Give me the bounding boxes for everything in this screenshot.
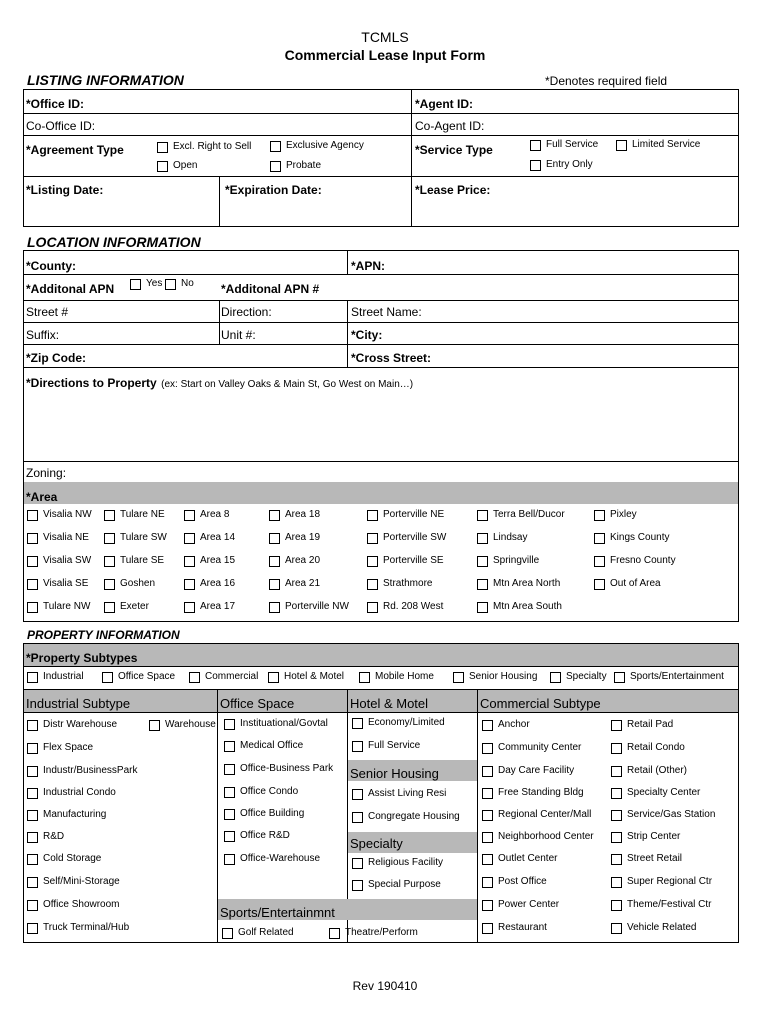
area-porterville-ne-checkbox[interactable]: Porterville NE <box>367 509 444 521</box>
area-porterville-sw-checkbox[interactable]: Porterville SW <box>367 532 446 544</box>
agreement-open-checkbox[interactable]: Open <box>157 160 197 172</box>
checkbox-icon <box>477 510 488 521</box>
checkbox-icon <box>477 533 488 544</box>
senior-congregate-housing-checkbox[interactable]: Congregate Housing <box>352 811 460 823</box>
checkbox-icon <box>184 556 195 567</box>
area-area-19-checkbox[interactable]: Area 19 <box>269 532 320 544</box>
service-type-label: *Service Type <box>415 143 493 157</box>
checkbox-icon <box>611 854 622 865</box>
additional-apn-label: *Additonal APN <box>26 282 115 296</box>
additional-apn-number-field[interactable]: *Additonal APN # <box>221 282 320 296</box>
checkbox-icon <box>550 672 561 683</box>
direction-field[interactable]: Direction: <box>221 305 272 319</box>
checkbox-icon <box>611 743 622 754</box>
checkbox-icon <box>157 142 168 153</box>
checkbox-icon <box>224 787 235 798</box>
checkbox-icon <box>27 854 38 865</box>
office-office-building-checkbox[interactable]: Office Building <box>224 808 304 820</box>
commercial-subtype-title: Commercial Subtype <box>480 696 601 711</box>
checkbox-icon <box>27 556 38 567</box>
commercial-strip-center-checkbox[interactable]: Strip Center <box>611 831 680 843</box>
area-tulare-sw-checkbox[interactable]: Tulare SW <box>104 532 167 544</box>
checkbox-icon <box>104 579 115 590</box>
additional-apn-no-checkbox[interactable]: No <box>165 278 194 290</box>
checkbox-icon <box>352 789 363 800</box>
checkbox-icon <box>27 810 38 821</box>
area-visalia-nw-checkbox[interactable]: Visalia NW <box>27 509 92 521</box>
area-visalia-sw-checkbox[interactable]: Visalia SW <box>27 555 91 567</box>
checkbox-icon <box>482 854 493 865</box>
checkbox-icon <box>27 579 38 590</box>
checkbox-icon <box>269 556 280 567</box>
specialty-title: Specialty <box>350 836 403 851</box>
area-strathmore-checkbox[interactable]: Strathmore <box>367 578 432 590</box>
area-lindsay-checkbox[interactable]: Lindsay <box>477 532 527 544</box>
revision-label: Rev 190410 <box>352 979 418 993</box>
subtype-sports-entertainment-checkbox[interactable]: Sports/Entertainment <box>614 671 724 683</box>
checkbox-icon <box>224 719 235 730</box>
checkbox-icon <box>611 923 622 934</box>
service-entry-only-checkbox[interactable]: Entry Only <box>530 159 593 171</box>
commercial-street-retail-checkbox[interactable]: Street Retail <box>611 853 682 865</box>
co-office-id-field[interactable]: Co-Office ID: <box>26 119 96 133</box>
checkbox-icon <box>189 672 200 683</box>
checkbox-icon <box>477 579 488 590</box>
area-terra-bell-ducor-checkbox[interactable]: Terra Bell/Ducor <box>477 509 565 521</box>
subtype-mobile-home-checkbox[interactable]: Mobile Home <box>359 671 434 683</box>
checkbox-icon <box>27 832 38 843</box>
area-title: *Area <box>26 490 58 504</box>
checkbox-icon <box>367 579 378 590</box>
checkbox-icon <box>352 812 363 823</box>
area-area-21-checkbox[interactable]: Area 21 <box>269 578 320 590</box>
checkbox-icon <box>482 900 493 911</box>
checkbox-icon <box>184 510 195 521</box>
checkbox-icon <box>27 766 38 777</box>
subtype-industrial-checkbox[interactable]: Industrial <box>27 671 84 683</box>
area-pixley-checkbox[interactable]: Pixley <box>594 509 637 521</box>
checkbox-icon <box>184 579 195 590</box>
agreement-excl-right-checkbox[interactable]: Excl. Right to Sell <box>157 141 251 153</box>
checkbox-icon <box>27 923 38 934</box>
commercial-regional-center-mall-checkbox[interactable]: Regional Center/Mall <box>482 809 591 821</box>
service-full-checkbox[interactable]: Full Service <box>530 139 598 151</box>
service-limited-checkbox[interactable]: Limited Service <box>616 139 700 151</box>
checkbox-icon <box>269 510 280 521</box>
commercial-outlet-center-checkbox[interactable]: Outlet Center <box>482 853 557 865</box>
checkbox-icon <box>27 720 38 731</box>
checkbox-icon <box>594 533 605 544</box>
commercial-specialty-center-checkbox[interactable]: Specialty Center <box>611 787 700 799</box>
listing-date-field[interactable]: *Listing Date: <box>26 183 104 197</box>
street-name-field[interactable]: Street Name: <box>351 305 422 319</box>
form-title: Commercial Lease Input Form <box>284 47 486 63</box>
subtype-specialty-checkbox[interactable]: Specialty <box>550 671 607 683</box>
checkbox-icon <box>102 672 113 683</box>
checkbox-icon <box>594 579 605 590</box>
commercial-super-regional-ctr-checkbox[interactable]: Super Regional Ctr <box>611 876 712 888</box>
agreement-type-label: *Agreement Type <box>26 143 124 157</box>
agreement-exclusive-agency-checkbox[interactable]: Exclusive Agency <box>270 140 364 152</box>
checkbox-icon <box>482 788 493 799</box>
commercial-service-gas-station-checkbox[interactable]: Service/Gas Station <box>611 809 715 821</box>
checkbox-icon <box>352 718 363 729</box>
commercial-retail-pad-checkbox[interactable]: Retail Pad <box>611 719 673 731</box>
checkbox-icon <box>616 140 627 151</box>
checkbox-icon <box>222 928 233 939</box>
senior-assist-living-checkbox[interactable]: Assist Living Resi <box>352 788 446 800</box>
property-section-title: PROPERTY INFORMATION <box>27 628 180 642</box>
co-agent-id-field[interactable]: Co-Agent ID: <box>415 119 485 133</box>
sports-golf-related-checkbox[interactable]: Golf Related <box>222 927 294 939</box>
suffix-field[interactable]: Suffix: <box>26 328 60 342</box>
checkbox-icon <box>104 533 115 544</box>
commercial-day-care-facility-checkbox[interactable]: Day Care Facility <box>482 765 574 777</box>
agent-id-field[interactable]: *Agent ID: <box>415 97 473 111</box>
checkbox-icon <box>614 672 625 683</box>
checkbox-icon <box>104 602 115 613</box>
checkbox-icon <box>594 510 605 521</box>
agreement-probate-checkbox[interactable]: Probate <box>270 160 321 172</box>
additional-apn-yes-checkbox[interactable]: Yes <box>130 278 162 290</box>
street-number-field[interactable]: Street # <box>26 305 69 319</box>
area-goshen-checkbox[interactable]: Goshen <box>104 578 155 590</box>
checkbox-icon <box>611 788 622 799</box>
area-area-16-checkbox[interactable]: Area 16 <box>184 578 235 590</box>
checkbox-icon <box>611 810 622 821</box>
industrial-manufacturing-checkbox[interactable]: Manufacturing <box>27 809 106 821</box>
checkbox-icon <box>367 602 378 613</box>
checkbox-icon <box>611 720 622 731</box>
checkbox-icon <box>352 858 363 869</box>
checkbox-icon <box>224 764 235 775</box>
checkbox-icon <box>27 877 38 888</box>
commercial-power-center-checkbox[interactable]: Power Center <box>482 899 559 911</box>
commercial-community-center-checkbox[interactable]: Community Center <box>482 742 581 754</box>
checkbox-icon <box>270 161 281 172</box>
checkbox-icon <box>27 602 38 613</box>
checkbox-icon <box>482 832 493 843</box>
office-space-title: Office Space <box>220 696 295 711</box>
expiration-date-field[interactable]: *Expiration Date: <box>225 183 322 197</box>
checkbox-icon <box>27 743 38 754</box>
subtype-hotel-motel-checkbox[interactable]: Hotel & Motel <box>268 671 344 683</box>
commercial-retail-other-checkbox[interactable]: Retail (Other) <box>611 765 687 777</box>
checkbox-icon <box>104 510 115 521</box>
checkbox-icon <box>104 556 115 567</box>
area-exeter-checkbox[interactable]: Exeter <box>104 601 149 613</box>
checkbox-icon <box>367 510 378 521</box>
industrial-industrial-condo-checkbox[interactable]: Industrial Condo <box>27 787 116 799</box>
checkbox-icon <box>27 788 38 799</box>
commercial-theme-festival-ctr-checkbox[interactable]: Theme/Festival Ctr <box>611 899 711 911</box>
listing-section-title: LISTING INFORMATION <box>27 72 184 88</box>
checkbox-icon <box>482 810 493 821</box>
subtype-senior-housing-checkbox[interactable]: Senior Housing <box>453 671 537 683</box>
area-porterville-se-checkbox[interactable]: Porterville SE <box>367 555 444 567</box>
checkbox-icon <box>269 533 280 544</box>
listing-box <box>23 89 739 227</box>
industrial-industr-businesspark-checkbox[interactable]: Industr/BusinessPark <box>27 765 138 777</box>
checkbox-icon <box>359 672 370 683</box>
specialty-special-purpose-checkbox[interactable]: Special Purpose <box>352 879 441 891</box>
area-tulare-nw-checkbox[interactable]: Tulare NW <box>27 601 90 613</box>
form-org: TCMLS <box>361 29 409 45</box>
checkbox-icon <box>453 672 464 683</box>
office-office-condo-checkbox[interactable]: Office Condo <box>224 786 298 798</box>
commercial-free-standing-bldg-checkbox[interactable]: Free Standing Bldg <box>482 787 584 799</box>
area-kings-county-checkbox[interactable]: Kings County <box>594 532 669 544</box>
checkbox-icon <box>352 741 363 752</box>
area-visalia-ne-checkbox[interactable]: Visalia NE <box>27 532 89 544</box>
property-subtypes-title: *Property Subtypes <box>26 651 138 665</box>
commercial-restaurant-checkbox[interactable]: Restaurant <box>482 922 547 934</box>
checkbox-icon <box>477 556 488 567</box>
area-mtn-area-north-checkbox[interactable]: Mtn Area North <box>477 578 560 590</box>
area-area-17-checkbox[interactable]: Area 17 <box>184 601 235 613</box>
specialty-religious-facility-checkbox[interactable]: Religious Facility <box>352 857 443 869</box>
zip-code-field[interactable]: *Zip Code: <box>26 351 86 365</box>
checkbox-icon <box>594 556 605 567</box>
subtype-office-space-checkbox[interactable]: Office Space <box>102 671 175 683</box>
area-mtn-area-south-checkbox[interactable]: Mtn Area South <box>477 601 562 613</box>
checkbox-icon <box>611 766 622 777</box>
area-area-18-checkbox[interactable]: Area 18 <box>269 509 320 521</box>
checkbox-icon <box>27 510 38 521</box>
checkbox-icon <box>367 556 378 567</box>
directions-example: (ex: Start on Valley Oaks & Main St, Go West on Main…) <box>161 379 414 390</box>
required-note: *Denotes required field <box>545 74 668 88</box>
hotel-economy-limited-checkbox[interactable]: Economy/Limited <box>352 717 445 729</box>
apn-field[interactable]: *APN: <box>351 259 386 273</box>
zoning-field[interactable]: Zoning: <box>26 466 67 480</box>
area-out-of-area-checkbox[interactable]: Out of Area <box>594 578 661 590</box>
office-instituational-govtal-checkbox[interactable]: Instituational/Govtal <box>224 718 328 730</box>
commercial-retail-condo-checkbox[interactable]: Retail Condo <box>611 742 685 754</box>
area-tulare-se-checkbox[interactable]: Tulare SE <box>104 555 164 567</box>
directions-label: *Directions to Property <box>26 376 157 390</box>
checkbox-icon <box>268 672 279 683</box>
office-id-field[interactable]: *Office ID: <box>26 97 85 111</box>
checkbox-icon <box>269 602 280 613</box>
area-visalia-se-checkbox[interactable]: Visalia SE <box>27 578 88 590</box>
area-porterville-nw-checkbox[interactable]: Porterville NW <box>269 601 349 613</box>
checkbox-icon <box>165 279 176 290</box>
office-medical-office-checkbox[interactable]: Medical Office <box>224 740 303 752</box>
industrial-self-mini-storage-checkbox[interactable]: Self/Mini-Storage <box>27 876 120 888</box>
checkbox-icon <box>130 279 141 290</box>
checkbox-icon <box>224 809 235 820</box>
checkbox-icon <box>224 741 235 752</box>
area-rd-208-west-checkbox[interactable]: Rd. 208 West <box>367 601 443 613</box>
office-office-business-park-checkbox[interactable]: Office-Business Park <box>224 763 333 775</box>
directions-field[interactable] <box>26 374 413 392</box>
checkbox-icon <box>184 602 195 613</box>
checkbox-icon <box>224 854 235 865</box>
checkbox-icon <box>269 579 280 590</box>
industrial-subtype-title: Industrial Subtype <box>26 696 131 711</box>
checkbox-icon <box>270 141 281 152</box>
checkbox-icon <box>329 928 340 939</box>
lease-price-field[interactable]: *Lease Price: <box>415 183 491 197</box>
subtype-commercial-checkbox[interactable]: Commercial <box>189 671 258 683</box>
checkbox-icon <box>224 831 235 842</box>
checkbox-icon <box>352 880 363 891</box>
area-area-8-checkbox[interactable]: Area 8 <box>184 509 229 521</box>
checkbox-icon <box>611 900 622 911</box>
checkbox-icon <box>611 877 622 888</box>
checkbox-icon <box>149 720 160 731</box>
office-office-r-d-checkbox[interactable]: Office R&D <box>224 830 290 842</box>
commercial-neighborhood-center-checkbox[interactable]: Neighborhood Center <box>482 831 594 843</box>
industrial-r-d-checkbox[interactable]: R&D <box>27 831 64 843</box>
industrial-warehouse-checkbox[interactable]: Warehouse <box>149 719 216 731</box>
cross-street-field[interactable]: *Cross Street: <box>351 351 432 365</box>
area-tulare-ne-checkbox[interactable]: Tulare NE <box>104 509 165 521</box>
industrial-flex-space-checkbox[interactable]: Flex Space <box>27 742 93 754</box>
location-section-title: LOCATION INFORMATION <box>27 234 201 250</box>
county-field[interactable]: *County: <box>26 259 76 273</box>
commercial-vehicle-related-checkbox[interactable]: Vehicle Related <box>611 922 697 934</box>
area-header-bar <box>24 482 738 504</box>
checkbox-icon <box>27 900 38 911</box>
industrial-cold-storage-checkbox[interactable]: Cold Storage <box>27 853 101 865</box>
office-office-warehouse-checkbox[interactable]: Office-Warehouse <box>224 853 320 865</box>
checkbox-icon <box>530 140 541 151</box>
checkbox-icon <box>482 923 493 934</box>
area-area-14-checkbox[interactable]: Area 14 <box>184 532 235 544</box>
checkbox-icon <box>611 832 622 843</box>
checkbox-icon <box>530 160 541 171</box>
sports-theatre-perform-checkbox[interactable]: Theatre/Perform <box>329 927 418 939</box>
area-springville-checkbox[interactable]: Springville <box>477 555 539 567</box>
senior-housing-title: Senior Housing <box>350 766 439 781</box>
commercial-anchor-checkbox[interactable]: Anchor <box>482 719 530 731</box>
area-area-15-checkbox[interactable]: Area 15 <box>184 555 235 567</box>
checkbox-icon <box>482 720 493 731</box>
checkbox-icon <box>482 877 493 888</box>
checkbox-icon <box>482 766 493 777</box>
checkbox-icon <box>477 602 488 613</box>
commercial-post-office-checkbox[interactable]: Post Office <box>482 876 547 888</box>
checkbox-icon <box>27 533 38 544</box>
hotel-full-service-checkbox[interactable]: Full Service <box>352 740 420 752</box>
checkbox-icon <box>157 161 168 172</box>
hotel-motel-title: Hotel & Motel <box>350 696 429 711</box>
city-field[interactable]: *City: <box>351 328 383 342</box>
unit-field[interactable]: Unit #: <box>221 328 256 342</box>
checkbox-icon <box>482 743 493 754</box>
industrial-office-showroom-checkbox[interactable]: Office Showroom <box>27 899 120 911</box>
checkbox-icon <box>184 533 195 544</box>
checkbox-icon <box>27 672 38 683</box>
industrial-truck-terminal-hub-checkbox[interactable]: Truck Terminal/Hub <box>27 922 129 934</box>
industrial-distr-warehouse-checkbox[interactable]: Distr Warehouse <box>27 719 117 731</box>
checkbox-icon <box>367 533 378 544</box>
area-area-20-checkbox[interactable]: Area 20 <box>269 555 320 567</box>
area-fresno-county-checkbox[interactable]: Fresno County <box>594 555 676 567</box>
sports-entertainment-title: Sports/Entertainmnt <box>220 905 335 920</box>
